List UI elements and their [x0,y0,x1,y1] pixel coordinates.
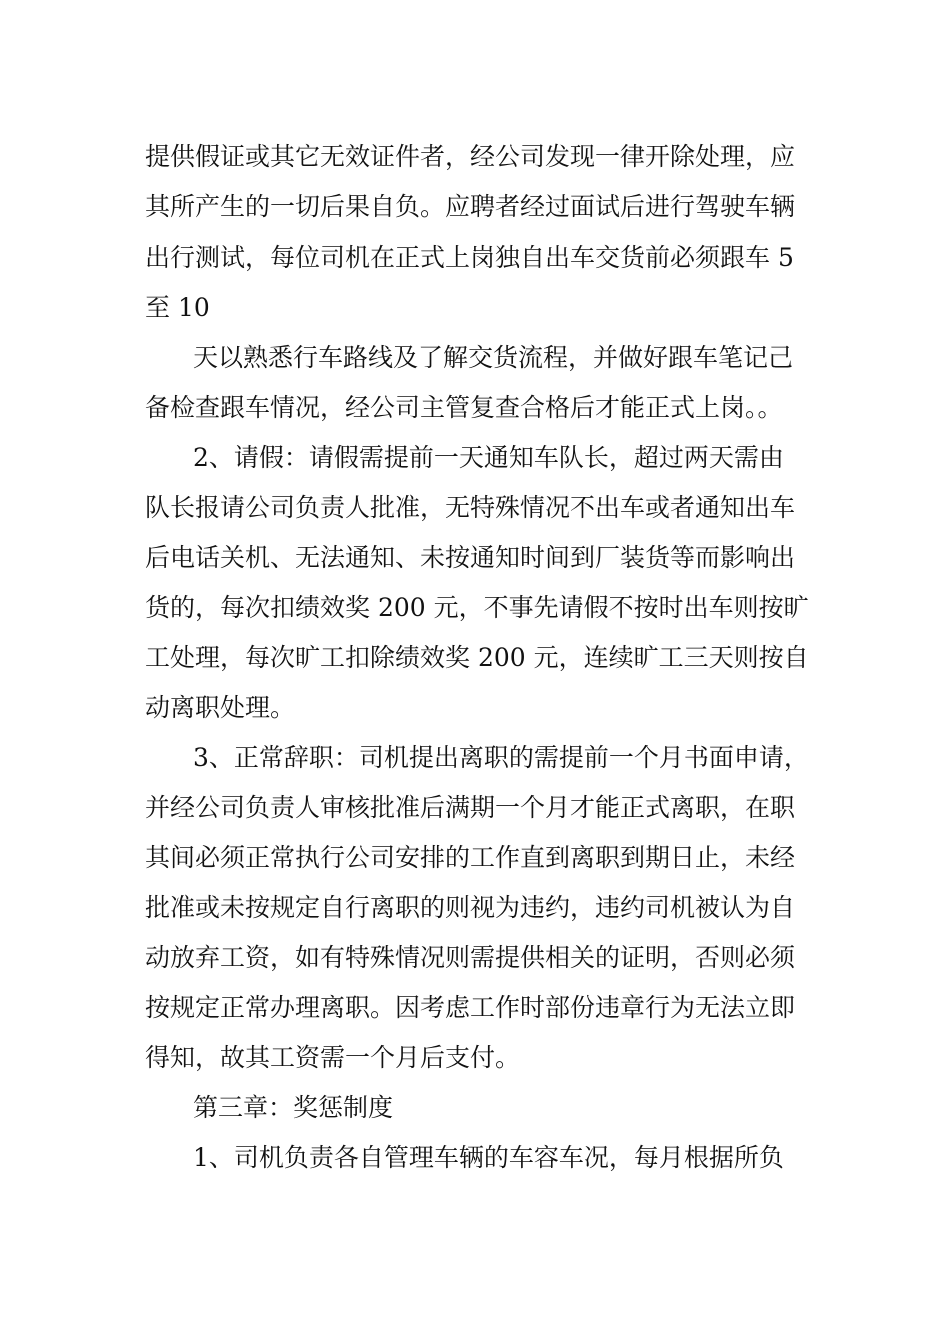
paragraph-first-line: 天以熟悉行车路线及了解交货流程，并做好跟车笔记己 [193,343,794,372]
text-line: 至 10 [145,293,210,322]
paragraph-first-line: 1、司机负责各自管理车辆的车容车况，每月根据所负 [193,1143,784,1172]
text-line: 提供假证或其它无效证件者，经公司发现一律开除处理，应 [145,142,796,171]
text-line: 动离职处理。 [145,693,296,722]
text-line: 其所产生的一切后果自负。应聘者经过面试后进行驾驶车辆 [145,192,796,221]
text-line: 批准或未按规定自行离职的则视为违约，违约司机被认为自 [145,893,796,922]
text-line: 后电话关机、无法通知、未按通知时间到厂装货等而影响出 [145,543,796,572]
paragraph-first-line: 2、请假：请假需提前一天通知车队长，超过两天需由 [193,443,784,472]
text-line: 队长报请公司负责人批准，无特殊情况不出车或者通知出车 [145,493,796,522]
text-line: 其间必须正常执行公司安排的工作直到离职到期日止，未经 [145,843,796,872]
text-line: 动放弃工资，如有特殊情况则需提供相关的证明，否则必须 [145,943,796,972]
paragraph-first-line: 3、正常辞职：司机提出离职的需提前一个月书面申请， [193,743,809,772]
chapter-heading: 第三章：奖惩制度 [193,1093,394,1122]
text-line: 得知，故其工资需一个月后支付。 [145,1043,521,1072]
text-line: 按规定正常办理离职。因考虑工作时部份违章行为无法立即 [145,993,796,1022]
text-line: 工处理，每次旷工扣除绩效奖 200 元，连续旷工三天则按自 [145,643,809,672]
text-line: 货的，每次扣绩效奖 200 元，不事先请假不按时出车则按旷 [145,593,809,622]
text-line: 出行测试，每位司机在正式上岗独自出车交货前必须跟车 5 [145,243,794,272]
text-line: 备检查跟车情况，经公司主管复查合格后才能正式上岗。。 [145,393,783,422]
text-line: 并经公司负责人审核批准后满期一个月才能正式离职，在职 [145,793,796,822]
